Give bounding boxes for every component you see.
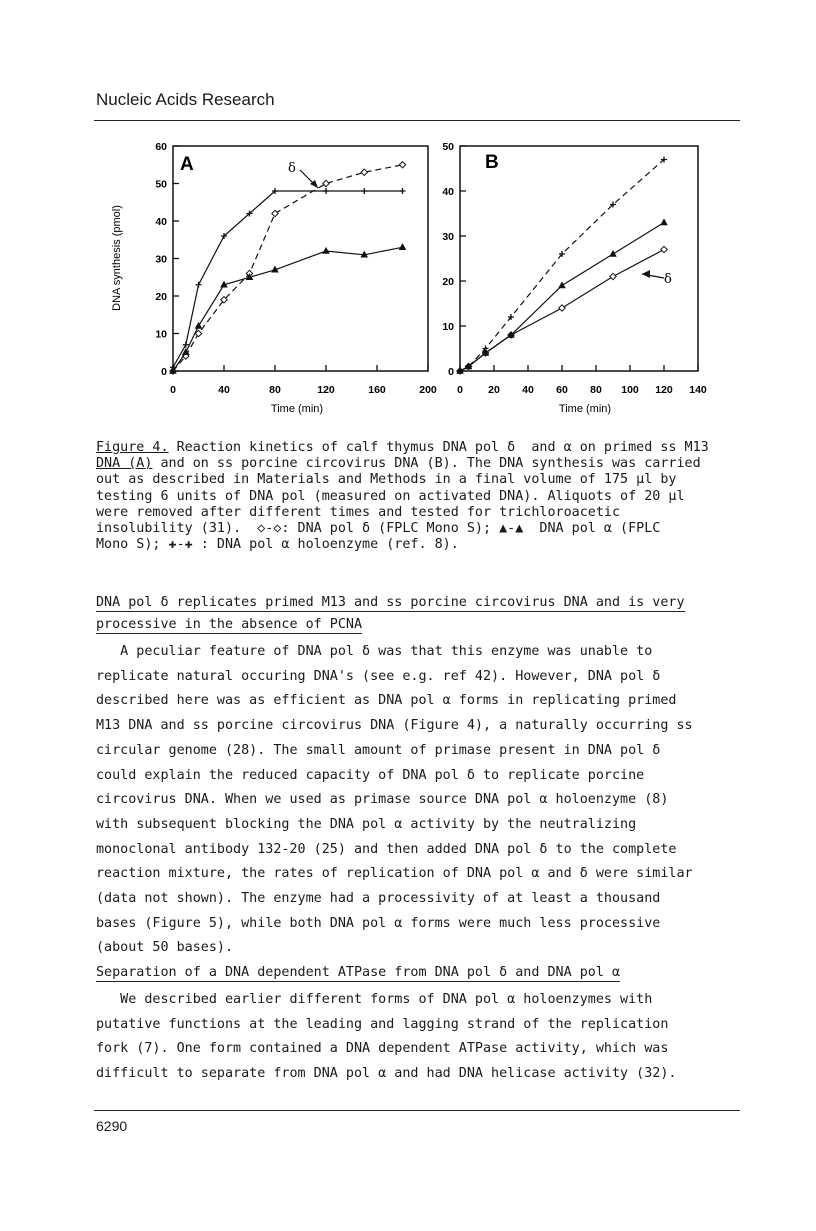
panel-a-y-tick-label: 40 <box>155 216 167 228</box>
p1-line: replicate natural occuring DNA's (see e.g. ref 42). However, DNA pol δ <box>96 668 661 684</box>
panel-a-y-tick-label: 20 <box>155 291 167 303</box>
panel-b-data-point-diamond <box>559 305 565 311</box>
panel-b-data-point-triangle <box>661 219 668 225</box>
caption-line-5: were removed after different times and tested for trichloroacetic <box>96 504 621 520</box>
panel-a-delta-label: δ <box>288 161 296 176</box>
panel-a-series <box>170 162 406 375</box>
panel-b-x-tick-label: 140 <box>689 384 707 396</box>
panel-a-data-point-plus <box>400 188 406 194</box>
caption-line-7: Mono S); ✚-✚ : DNA pol α holoenzyme (ref. 8). <box>96 537 459 553</box>
panel-a-x-tick-label: 120 <box>317 384 335 396</box>
panel-b-data-point-triangle <box>610 251 617 257</box>
panel-b-x-tick-label: 80 <box>590 384 602 396</box>
caption-line-1: Reaction kinetics of calf thymus DNA pol δ and α on primed ss M13 <box>176 440 709 455</box>
panel-b-x-tick-label: 60 <box>556 384 568 396</box>
panel-b-y-tick-label: 30 <box>442 231 454 243</box>
p2-line: difficult to separate from DNA pol α and had DNA helicase activity (32). <box>96 1066 677 1082</box>
panel-b-delta-arrowhead <box>642 270 650 278</box>
p1-line: with subsequent blocking the DNA pol α activity by the neutralizing <box>96 816 637 832</box>
panel-a-data-point-diamond <box>361 169 367 175</box>
panel-b-frame <box>460 146 698 371</box>
panel-a-x-tick-label: 40 <box>218 384 230 396</box>
heading-1-line-1: DNA pol δ replicates primed M13 and ss porcine circovirus DNA and is very <box>96 595 685 610</box>
paragraph-1 <box>96 640 693 961</box>
panel-b-series-line-triangle <box>460 223 664 372</box>
panel-a-data-point-plus <box>361 188 367 194</box>
p1-line: circovirus DNA. When we used as primase source DNA pol α holoenzyme (8) <box>96 792 669 808</box>
panel-a-x-tick-label: 0 <box>170 384 176 396</box>
panel-a-data-point-diamond <box>323 180 329 186</box>
paragraph-2 <box>96 988 676 1087</box>
panel-b-y-tick-label: 40 <box>442 186 454 198</box>
panel-b-data-point-diamond <box>610 273 616 279</box>
panel-a-y-tick-label: 50 <box>155 178 167 191</box>
panel-a-frame <box>173 146 428 371</box>
panel-a-axes <box>155 141 437 396</box>
caption-panel-a: DNA (A) <box>96 456 153 472</box>
panel-b-x-tick-label: 0 <box>457 384 463 396</box>
p1-line: could explain the reduced capacity of DNA pol δ to replicate porcine <box>96 767 645 783</box>
p2-line: We described earlier different forms of DNA pol α holoenzymes with <box>96 992 653 1007</box>
panel-a-y-tick-label: 10 <box>155 328 167 341</box>
panel-a-series-line-triangle <box>173 247 403 371</box>
heading-2-text: Separation of a DNA dependent ATPase from DNA pol δ and DNA pol α <box>96 965 621 980</box>
panel-b-x-tick-label: 20 <box>488 384 500 396</box>
heading-1-line-2: processive in the absence of PCNA <box>96 617 363 632</box>
p1-line: bases (Figure 5), while both DNA pol α forms were much less processive <box>96 915 661 931</box>
panel-a-data-point-diamond <box>272 210 278 216</box>
panel-a-x-tick-label: 80 <box>269 384 281 396</box>
section-heading-1 <box>96 592 685 636</box>
panel-b-y-tick-label: 20 <box>442 276 454 288</box>
caption-line-3: out as described in Materials and Methods in a final volume of 175 μl by <box>96 472 677 488</box>
panel-a-x-tick-label: 160 <box>368 384 386 396</box>
panel-a-letter: A <box>180 154 194 175</box>
footer-rule <box>94 1110 740 1111</box>
panel-b-x-tick-label: 40 <box>522 384 534 396</box>
caption-label: Figure 4. <box>96 440 169 455</box>
p1-line: reaction mixture, the rates of replication of DNA pol α and δ were similar <box>96 866 693 882</box>
figure-caption <box>96 440 736 553</box>
panel-b-x-tick-label: 120 <box>655 384 673 396</box>
p1-line: described here was as efficient as DNA pol α forms in replicating primed <box>96 693 677 709</box>
panel-a-data-point-plus <box>323 188 329 194</box>
journal-title: Nucleic Acids Research <box>96 90 275 109</box>
caption-line-6: insolubility (31). ◇-◇: DNA pol δ (FPLC Mono S); ▲-▲ DNA pol α (FPLC <box>96 521 661 537</box>
caption-line-2: and on ss porcine circovirus DNA (B). The DNA synthesis was carried <box>160 456 701 472</box>
panel-a-data-point-triangle <box>323 248 330 254</box>
p1-line: M13 DNA and ss porcine circovirus DNA (Figure 4), a naturally occurring ss <box>96 718 693 734</box>
panel-b-axes <box>442 141 707 396</box>
panel-a-y-tick-label: 60 <box>155 141 167 153</box>
panel-b-y-tick-label: 50 <box>442 141 454 153</box>
panel-b-x-tick-label: 100 <box>621 384 639 396</box>
panel-b-delta-label: δ <box>664 272 672 287</box>
p1-line: circular genome (28). The small amount of primase present in DNA pol δ <box>96 742 661 758</box>
panel-b-letter: B <box>485 152 499 173</box>
p2-line: fork (7). One form contained a DNA dependent ATPase activity, which was <box>96 1041 669 1057</box>
panel-a-x-tick-label: 200 <box>419 384 437 396</box>
panel-a-data-point-triangle <box>399 244 406 250</box>
figure-4 <box>0 0 816 430</box>
panel-a-x-label: Time (min) <box>270 403 324 415</box>
panel-a-data-point-plus <box>196 282 202 288</box>
panel-b-data-point-diamond <box>661 246 667 252</box>
panel-b-y-tick-label: 0 <box>448 366 454 378</box>
panel-b-y-tick-label: 10 <box>442 321 454 333</box>
panel-a-y-tick-label: 0 <box>161 366 167 378</box>
panel-b-x-label: Time (min) <box>558 403 612 415</box>
y-axis-label: DNA synthesis (pmol) <box>111 205 123 311</box>
panel-a-y-tick-label: 30 <box>155 253 167 266</box>
p1-line: A peculiar feature of DNA pol δ was that this enzyme was unable to <box>96 644 653 659</box>
panel-b-data-point-triangle <box>559 282 566 288</box>
p1-line: monoclonal antibody 132-20 (25) and then added DNA pol δ to the complete <box>96 841 677 857</box>
panel-a-series-line-plus <box>173 191 403 367</box>
section-heading-2 <box>96 962 620 984</box>
page-number: 6290 <box>96 1118 128 1134</box>
p2-line: putative functions at the leading and lagging strand of the replication <box>96 1016 669 1032</box>
p1-line: (data not shown). The enzyme had a processivity of at least a thousand <box>96 891 661 907</box>
caption-line-4: testing 6 units of DNA pol (measured on activated DNA). Aliquots of 20 μl <box>96 488 685 504</box>
panel-a-data-point-diamond <box>399 162 405 168</box>
panel-b-series <box>457 157 668 375</box>
p1-line: (about 50 bases). <box>96 940 234 956</box>
